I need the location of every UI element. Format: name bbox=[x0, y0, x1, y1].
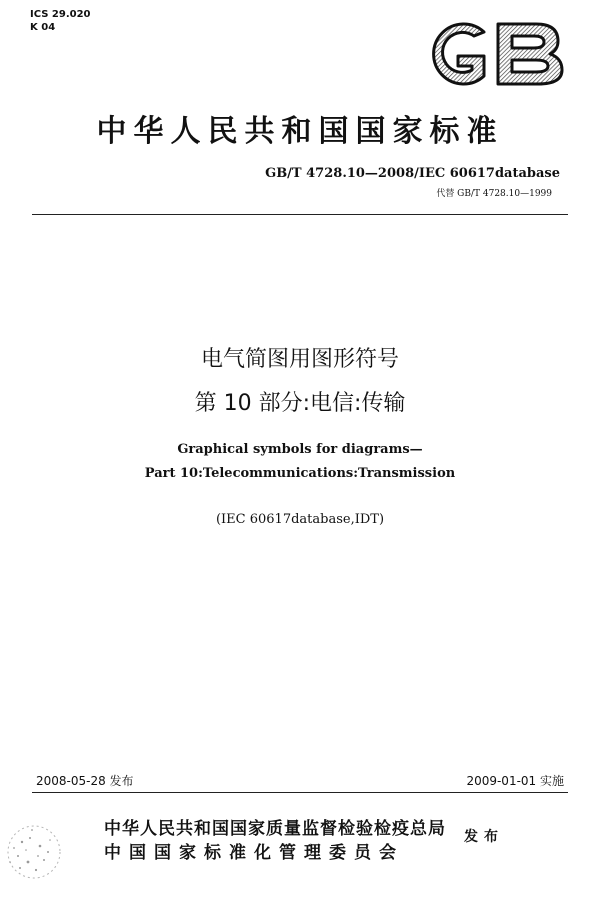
publish-date: 2008-05-28 发布 bbox=[36, 774, 134, 788]
issuer-line-1: 中华人民共和国国家质量监督检验检疫总局 bbox=[104, 819, 446, 839]
chinese-title-line-2: 第 10 部分:电信:传输 bbox=[194, 391, 406, 416]
standard-title: 中华人民共和国国家标准 bbox=[96, 114, 504, 149]
bottom-divider bbox=[32, 792, 568, 793]
english-title-line-2: Part 10:Telecommunications:Transmission bbox=[144, 466, 456, 481]
issuer-seal-icon bbox=[0, 812, 70, 892]
standard-code: GB/T 4728.10—2008/IEC 60617database bbox=[265, 166, 560, 181]
gb-logo bbox=[414, 14, 566, 94]
top-divider bbox=[32, 214, 568, 215]
issuer-line-2: 中国国家标准化管理委员会 bbox=[104, 843, 404, 863]
identity-note: (IEC 60617database,IDT) bbox=[215, 512, 385, 527]
issue-label: 发布 bbox=[464, 829, 504, 845]
chinese-title-line-1: 电气简图用图形符号 bbox=[200, 347, 399, 372]
ics-code: ICS 29.020 bbox=[30, 9, 91, 20]
implementation-date: 2009-01-01 实施 bbox=[466, 774, 564, 788]
class-code: K 04 bbox=[30, 22, 56, 33]
replaces-note: 代替 GB/T 4728.10—1999 bbox=[436, 189, 552, 199]
classification-codes bbox=[30, 8, 91, 34]
english-title-line-1: Graphical symbols for diagrams— bbox=[177, 442, 423, 457]
